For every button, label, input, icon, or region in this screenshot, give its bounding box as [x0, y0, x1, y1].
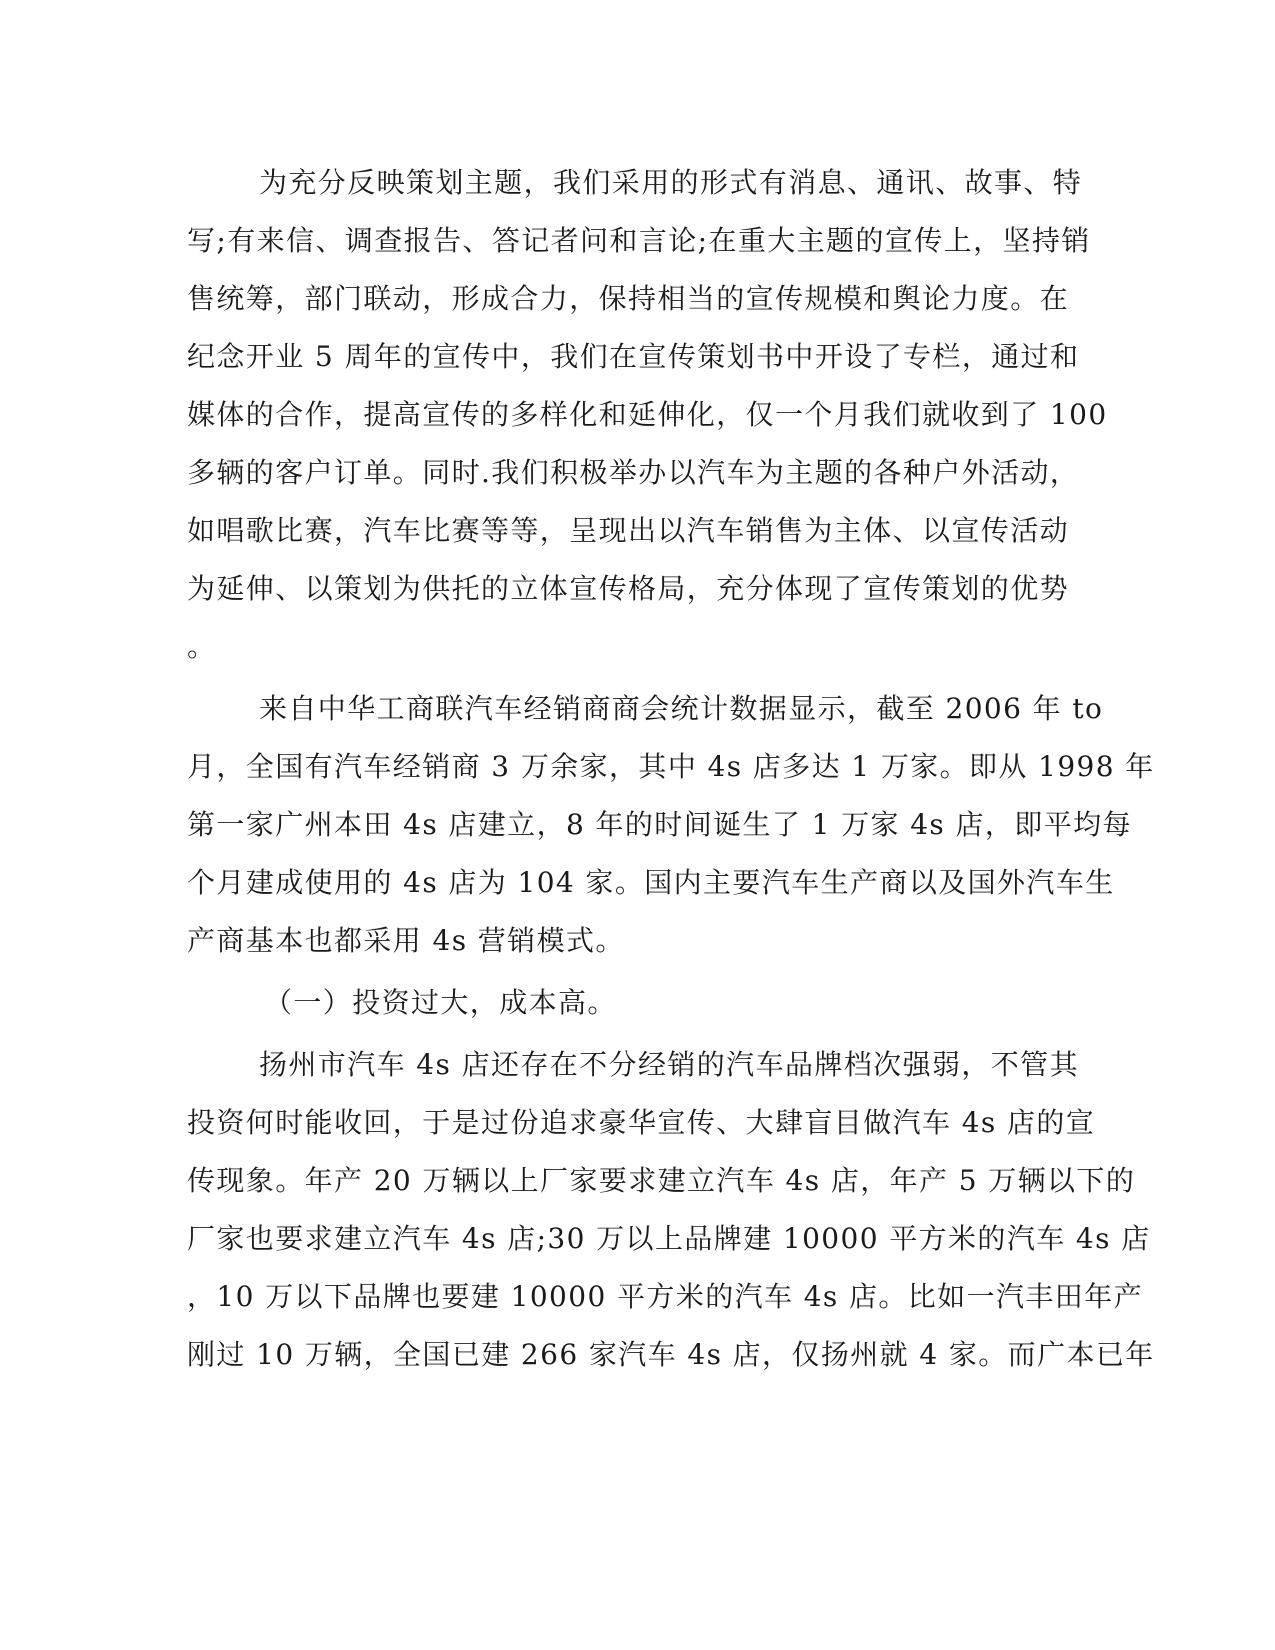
paragraph-1-line-9: 。	[187, 630, 217, 663]
paragraph-1-line-6: 多辆的客户订单。同时.我们积极举办以汽车为主题的各种户外活动，	[187, 456, 1080, 489]
paragraph-3-line-3: 传现象。年产 20 万辆以上厂家要求建立汽车 4s 店，年产 5 万辆以下的	[187, 1164, 1136, 1197]
paragraph-1-line-3: 售统筹，部门联动，形成合力，保持相当的宣传规模和舆论力度。在	[187, 282, 1070, 315]
paragraph-1-line-7: 如唱歌比赛，汽车比赛等等，呈现出以汽车销售为主体、以宣传活动	[187, 514, 1070, 547]
paragraph-1-line-4: 纪念开业 5 周年的宣传中，我们在宣传策划书中开设了专栏，通过和	[187, 340, 1080, 373]
paragraph-2-line-3: 第一家广州本田 4s 店建立，8 年的时间诞生了 1 万家 4s 店，即平均每	[187, 808, 1132, 841]
paragraph-3-line-2: 投资何时能收回，于是过份追求豪华宣传、大肆盲目做汽车 4s 店的宣	[187, 1106, 1096, 1139]
paragraph-3-line-1: 扬州市汽车 4s 店还存在不分经销的汽车品牌档次强弱，不管其	[259, 1048, 1079, 1081]
paragraph-2-line-4: 个月建成使用的 4s 店为 104 家。国内主要汽车生产商以及国外汽车生	[187, 866, 1115, 899]
paragraph-2-line-2: 月，全国有汽车经销商 3 万余家，其中 4s 店多达 1 万家。即从 1998 年	[187, 750, 1155, 783]
paragraph-2-line-5: 产商基本也都采用 4s 营销模式。	[187, 924, 625, 957]
paragraph-3-line-6: 刚过 10 万辆，全国已建 266 家汽车 4s 店，仅扬州就 4 家。而广本已年	[187, 1338, 1155, 1371]
paragraph-1-line-2: 写;有来信、调查报告、答记者问和言论;在重大主题的宣传上，坚持销	[187, 224, 1091, 257]
paragraph-3-line-5: ，10 万以下品牌也要建 10000 平方米的汽车 4s 店。比如一汽丰田年产	[187, 1280, 1143, 1313]
paragraph-1-line-5: 媒体的合作，提高宣传的多样化和延伸化，仅一个月我们就收到了 100	[187, 398, 1108, 431]
section-heading: （一）投资过大，成本高。	[264, 986, 617, 1019]
paragraph-2-line-1: 来自中华工商联汽车经销商商会统计数据显示，截至 2006 年 to	[259, 692, 1104, 725]
paragraph-1-line-1: 为充分反映策划主题，我们采用的形式有消息、通讯、故事、特	[259, 166, 1083, 199]
paragraph-1-line-8: 为延伸、以策划为供托的立体宣传格局，充分体现了宣传策划的优势	[187, 572, 1070, 605]
paragraph-3-line-4: 厂家也要求建立汽车 4s 店;30 万以上品牌建 10000 平方米的汽车 4s 店	[187, 1222, 1151, 1255]
